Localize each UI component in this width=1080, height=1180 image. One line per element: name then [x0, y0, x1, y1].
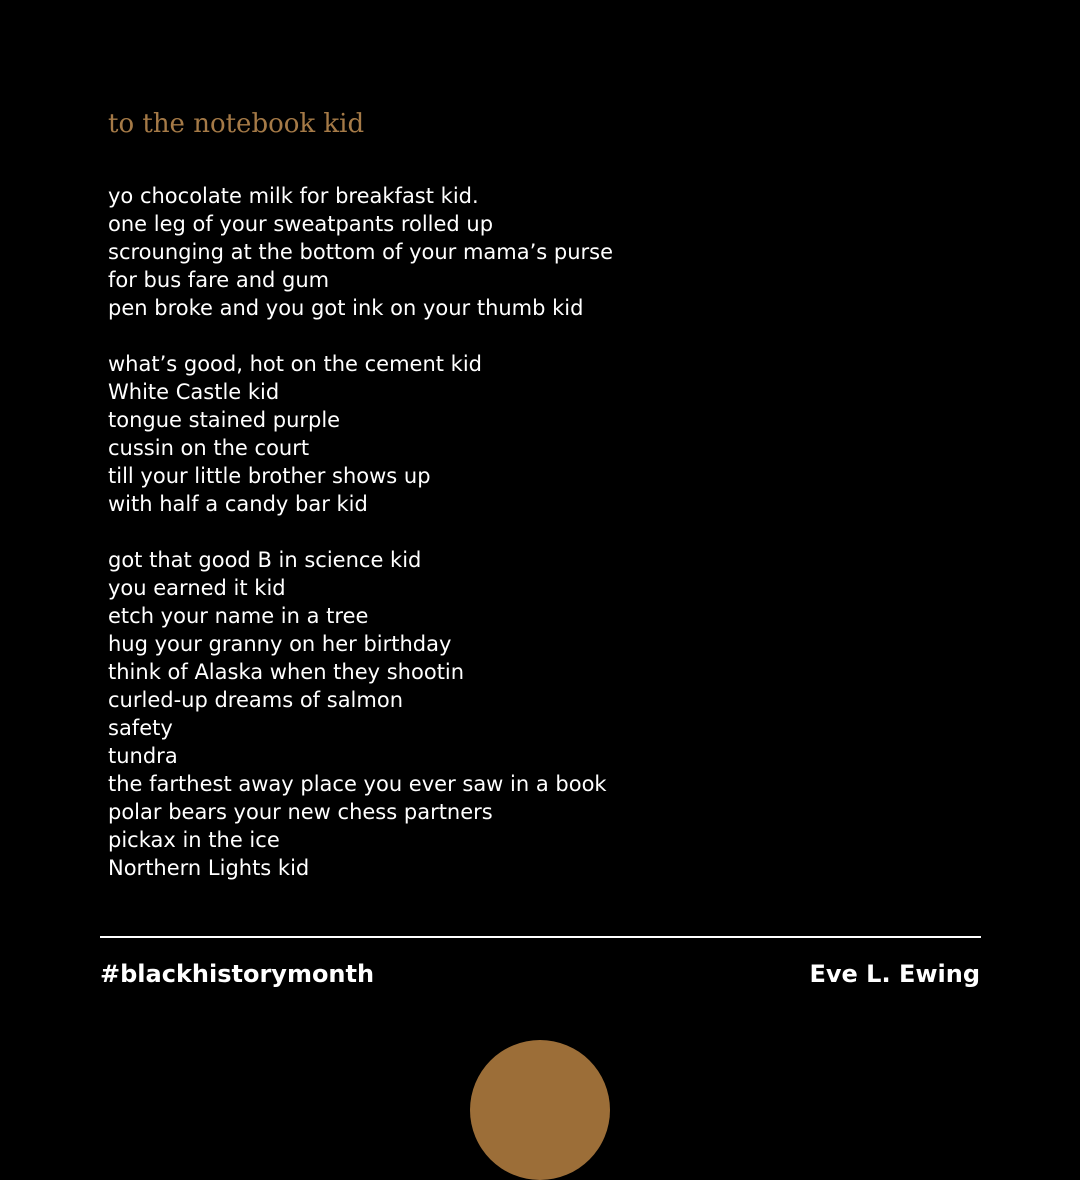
poem-line: for bus fare and gum	[108, 268, 330, 292]
poem-title: to the notebook kid	[108, 109, 365, 139]
stanza-2	[108, 350, 988, 518]
hashtag: #blackhistorymonth	[100, 960, 375, 988]
stanza-1	[108, 182, 988, 322]
poem-line: tongue stained purple	[108, 408, 341, 432]
poem-line: tundra	[108, 744, 178, 768]
poem-line: the farthest away place you ever saw in a book	[108, 772, 607, 796]
poem-line: what’s good, hot on the cement kid	[108, 352, 483, 376]
decorative-semicircle	[470, 1040, 610, 1180]
poem-line: safety	[108, 716, 173, 740]
poem-line: scrounging at the bottom of your mama’s purse	[108, 240, 614, 264]
poem-line: Northern Lights kid	[108, 856, 310, 880]
poem-line: you earned it kid	[108, 576, 286, 600]
poem-line: think of Alaska when they shootin	[108, 660, 465, 684]
poem-line: pen broke and you got ink on your thumb kid	[108, 296, 584, 320]
poem-line: polar bears your new chess partners	[108, 800, 493, 824]
poem-line: cussin on the court	[108, 436, 310, 460]
poem-body	[108, 182, 988, 910]
poem-line: White Castle kid	[108, 380, 280, 404]
author-name: Eve L. Ewing	[809, 960, 980, 988]
poem-line: with half a candy bar kid	[108, 492, 368, 516]
footer-divider	[100, 936, 981, 938]
poem-line: hug your granny on her birthday	[108, 632, 452, 656]
poem-line: one leg of your sweatpants rolled up	[108, 212, 494, 236]
poem-line: etch your name in a tree	[108, 604, 369, 628]
poem-line: till your little brother shows up	[108, 464, 431, 488]
poem-line: got that good B in science kid	[108, 548, 422, 572]
stanza-3	[108, 546, 988, 882]
poem-line: curled-up dreams of salmon	[108, 688, 404, 712]
poem-line: pickax in the ice	[108, 828, 280, 852]
poem-line: yo chocolate milk for breakfast kid.	[108, 184, 479, 208]
